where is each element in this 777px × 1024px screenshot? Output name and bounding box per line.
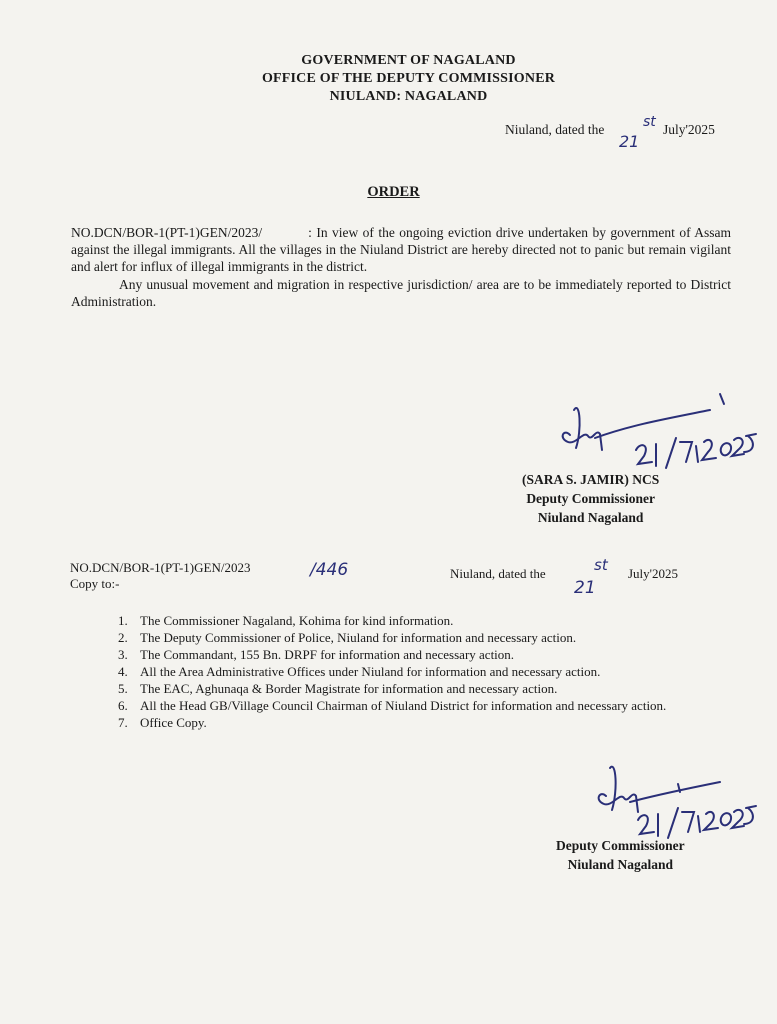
order-date — [505, 114, 715, 151]
copy-date-prefix: Niuland, dated the — [450, 566, 546, 581]
copy-date-suffix-handwritten: st — [594, 556, 608, 574]
list-item: 6. All the Head GB/Village Council Chairman of Niuland District for information and necessary action. — [118, 698, 667, 713]
date-day-handwritten: 21 — [619, 132, 640, 151]
list-item: 2. The Deputy Commissioner of Police, Niuland for information and necessary action. — [118, 630, 577, 645]
copy-date-day-handwritten: 21 — [574, 578, 596, 598]
copy-to-label: Copy to:- — [70, 576, 120, 591]
date-suffix-handwritten: st — [643, 114, 656, 130]
order-paragraph-2: Any unusual movement and migration in respective jurisdiction/ area are to be immediately reported to District Administration. — [71, 277, 731, 309]
signatory-name: (SARA S. JAMIR) NCS — [522, 472, 660, 487]
order-body — [71, 224, 731, 310]
list-item: 3. The Commandant, 155 Bn. DRPF for information and necessary action. — [118, 647, 515, 662]
signatory-place: Niuland Nagaland — [537, 510, 644, 525]
signatory-designation-2: Deputy Commissioner — [556, 838, 685, 853]
list-item: 1. The Commissioner Nagaland, Kohima for kind information. — [118, 613, 454, 628]
signature-block-1 — [522, 470, 659, 527]
signature-block-2 — [556, 836, 685, 874]
copy-reference — [70, 560, 349, 592]
copy-ref-handwritten: /446 — [310, 560, 349, 580]
list-item: 4. All the Area Administrative Offices under Niuland for information and necessary action. — [118, 664, 601, 679]
copy-recipients-list — [118, 612, 718, 731]
header-place: NIULAND: NAGALAND — [329, 89, 488, 104]
letterhead — [0, 52, 777, 106]
copy-date-month-year: July'2025 — [628, 566, 679, 581]
copy-ref-no: NO.DCN/BOR-1(PT-1)GEN/2023 — [70, 560, 251, 575]
signature-2-handwriting — [580, 758, 777, 848]
header-government: GOVERNMENT OF NAGALAND — [301, 53, 516, 68]
signatory-designation: Deputy Commissioner — [526, 491, 655, 506]
signatory-place-2: Niuland Nagaland — [567, 857, 674, 872]
date-month-year: July'2025 — [663, 122, 715, 137]
list-item: 5. The EAC, Aghunaqa & Border Magistrate for information and necessary action. — [118, 681, 558, 696]
list-item: 7. Office Copy. — [118, 715, 207, 730]
order-ref-no: NO.DCN/BOR-1(PT-1)GEN/2023/ — [71, 225, 263, 240]
order-title: ORDER — [367, 184, 420, 200]
copy-date — [450, 556, 679, 598]
order-para1-text: : In view of the ongoing eviction drive undertaken by government of Assam against the illegal immigrants. All the villages in the Niuland District are hereby directed not to panic but remain vigilant and alert for influx of illegal immigrants in the district. — [71, 225, 731, 274]
signature-1-handwriting — [540, 390, 760, 480]
order-paragraph-1 — [71, 224, 731, 275]
date-prefix: Niuland, dated the — [505, 122, 605, 137]
header-office: OFFICE OF THE DEPUTY COMMISSIONER — [261, 71, 556, 86]
